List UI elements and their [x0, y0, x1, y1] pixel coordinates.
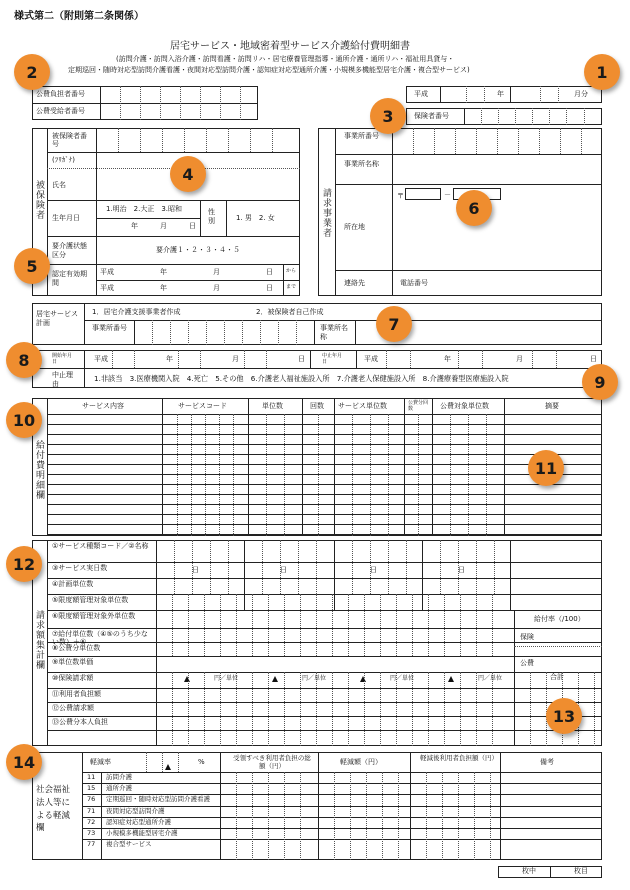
- care-level-options: 要介護１・２・３・４・５: [156, 246, 240, 254]
- reduction-service-code: 72: [87, 817, 96, 826]
- badge-2: 2: [14, 54, 50, 90]
- care-level-label: 要介護状態区分: [52, 242, 87, 260]
- benefit-row[interactable]: [48, 425, 601, 434]
- badge-9: 9: [582, 364, 618, 400]
- benefit-row[interactable]: [48, 465, 601, 474]
- start-year: 年: [166, 355, 173, 363]
- decimal-marker: [448, 676, 454, 682]
- start-date-label: 開始年月日: [52, 353, 73, 365]
- birth-year-label: 年: [131, 222, 138, 230]
- start-day: 日: [298, 355, 305, 363]
- reduction-service-code: 73: [87, 829, 96, 837]
- badge-10: 10: [6, 402, 42, 438]
- reduction-service-name: 夜間対応型訪問介護: [106, 806, 165, 815]
- postal-dash: －: [444, 191, 451, 199]
- billing-row-label: ⑬公費分本人負担: [52, 718, 108, 726]
- col-after-reduction: 軽減後利用者負担額（円）: [420, 754, 498, 762]
- postal-mark: 〒: [397, 192, 404, 200]
- phone-label: 電話番号: [400, 279, 428, 287]
- stop-reason-options: 1.非該当 3.医療機関入院 4.死亡 5.その他 6.介護老人福祉施設入所 7.介護老人保健施設入所 8.介護療養型医療施設入院: [94, 374, 509, 383]
- end-year: 年: [444, 355, 451, 363]
- end-month: 月: [516, 355, 523, 363]
- contact-label: 連絡先: [344, 279, 365, 287]
- provider-number-label: 事業所番号: [344, 132, 379, 140]
- birthdate-label: 生年月日: [52, 214, 80, 222]
- cert-from-year: 年: [160, 268, 167, 276]
- badge-12: 12: [6, 546, 42, 582]
- insured-section-label: 被保険者: [34, 180, 44, 220]
- cert-to-day: 日: [266, 284, 273, 292]
- cert-to-month: 月: [213, 284, 220, 292]
- reduction-service-code: 71: [87, 806, 96, 815]
- col-service-content: サービス内容: [82, 402, 124, 410]
- benefit-row[interactable]: [48, 505, 601, 514]
- rate-marker: [165, 764, 171, 770]
- form-number: 様式第二（附則第二条関係）: [14, 11, 144, 22]
- billing-month-box: [406, 86, 602, 103]
- provider-section-label: 請求事業者: [321, 188, 331, 238]
- billing-row-label: ⑫公費請求額: [52, 704, 94, 712]
- subtitle-line-2: 定期巡回・随時対応型訪問介護看護・夜間対応型訪問介護・認知症対応型通所介護・小規模多機能型居宅介護・複合型サービス): [68, 66, 470, 74]
- benefit-row[interactable]: [48, 435, 601, 444]
- badge-1: 1: [584, 54, 620, 90]
- sex-options: 1. 男 2. 女: [236, 214, 275, 222]
- reduction-section-label: 社会福祉法人等による軽減欄: [36, 785, 71, 834]
- col-service-code: サービスコード: [178, 402, 227, 410]
- public-label: 公費: [520, 659, 534, 667]
- furigana-label: (ﾌﾘｶﾞﾅ): [52, 156, 75, 164]
- benefit-row[interactable]: [48, 445, 601, 454]
- col-public-count: 公費分回数: [408, 400, 429, 412]
- subtitle-line-1: (訪問介護・訪問入浴介護・訪問看護・訪問リハ・居宅療養管理指導・通所介護・通所リハ・福祉用具貸与・: [116, 55, 455, 63]
- actual-days-label: 日: [280, 566, 287, 574]
- birth-month-label: 月: [160, 222, 167, 230]
- end-date-label: 中止年月日: [322, 353, 343, 365]
- billing-row-label: ⑩保険請求額: [52, 674, 94, 682]
- reduction-service-code: 11: [87, 773, 96, 781]
- benefit-row[interactable]: [48, 485, 601, 494]
- start-era: 平成: [94, 355, 108, 363]
- percent-sign: %: [198, 758, 205, 766]
- benefit-row[interactable]: [48, 515, 601, 524]
- unit-price-label: 円／単位: [214, 675, 239, 682]
- reduction-service-name: 定期巡回・随時対応型訪問介護看護: [106, 795, 210, 804]
- end-day: 日: [590, 355, 597, 363]
- unit-price-label: 円／単位: [390, 675, 415, 682]
- era-label: 平成: [414, 90, 428, 98]
- unit-price-label: 円／単位: [302, 675, 327, 682]
- year-label: 年: [497, 90, 504, 98]
- reduction-service-code: 76: [87, 795, 96, 804]
- billing-row-label: ⑦給付単位数（④⑤のうち少ない数）＋⑥: [52, 630, 148, 647]
- col-notes: 備考: [540, 758, 554, 766]
- badge-13: 13: [546, 698, 582, 734]
- badge-6: 6: [456, 190, 492, 226]
- insurance-label: 保険: [520, 633, 534, 641]
- total-label: 合計: [550, 673, 564, 681]
- public-recipient-no-label: 公費受給者番号: [36, 107, 85, 115]
- reduction-service-name: 通所介護: [106, 784, 132, 793]
- badge-11: 11: [528, 450, 564, 486]
- birth-day-label: 日: [189, 222, 196, 230]
- name-label: 氏名: [52, 181, 66, 189]
- badge-7: 7: [376, 306, 412, 342]
- stop-reason-label: 中止理由: [52, 371, 73, 389]
- reduction-service-name: 訪問介護: [106, 773, 132, 781]
- reduction-rate-label: 軽減率: [90, 758, 111, 766]
- col-service-units: サービス単位数: [338, 402, 387, 410]
- col-total-burden: 受領すべき利用者負担の総額（円）: [233, 754, 311, 771]
- address-label: 所在地: [344, 223, 365, 231]
- page-title: 居宅サービス・地域密着型サービス介護給付費明細書: [170, 41, 410, 52]
- benefit-section-label: 給付費明細欄: [34, 440, 44, 500]
- postal-code-first[interactable]: [405, 188, 441, 200]
- badge-8: 8: [6, 342, 42, 378]
- reduction-service-name: 認知症対応型通所介護: [106, 817, 171, 826]
- actual-days-label: 日: [192, 566, 199, 574]
- reduction-service-name: 小規模多機能型居宅介護: [106, 829, 178, 837]
- cert-from-label: から: [286, 268, 297, 274]
- col-units: 単位数: [262, 402, 283, 410]
- billing-row-label: ④計画単位数: [52, 580, 94, 588]
- badge-5: 5: [14, 248, 50, 284]
- birth-era-options: 1.明治 2.大正 3.昭和: [106, 205, 183, 213]
- plan-option-1: 1．居宅介護支援事業者作成: [92, 308, 181, 316]
- public-payer-no-label: 公費負担者番号: [36, 90, 85, 98]
- provider-name-label: 事業所名称: [344, 160, 379, 168]
- badge-4: 4: [170, 156, 206, 192]
- benefit-row[interactable]: [48, 455, 601, 464]
- cert-from-month: 月: [213, 268, 220, 276]
- decimal-marker: [360, 676, 366, 682]
- col-public-units: 公費対象単位数: [440, 402, 489, 410]
- billing-row-label: ⑥限度額管理対象外単位数: [52, 612, 136, 620]
- page-number-label: 枚目: [574, 867, 588, 875]
- benefit-row[interactable]: [48, 525, 601, 534]
- start-month: 月: [232, 355, 239, 363]
- sex-label: 性別: [208, 208, 215, 226]
- billing-row-label: ⑨単位数単価: [52, 658, 94, 666]
- insured-number-label: 被保険者番号: [52, 132, 87, 149]
- reduction-service-code: 77: [87, 840, 96, 849]
- care-plan-label: 居宅サービス計画: [36, 310, 78, 328]
- benefit-rate-label: 給付率（/100）: [534, 615, 585, 623]
- unit-price-label: 円／単位: [478, 675, 503, 682]
- decimal-marker: [184, 676, 190, 682]
- cert-to-label: まで: [286, 284, 297, 290]
- badge-3: 3: [370, 98, 406, 134]
- billing-row-label: ①サービス種類コード／②名称: [52, 542, 149, 550]
- decimal-marker: [272, 676, 278, 682]
- cert-from-day: 日: [266, 268, 273, 276]
- sheet-count-label: 枚中: [522, 867, 536, 875]
- month-portion-label: 月分: [574, 90, 588, 98]
- end-era: 平成: [364, 355, 378, 363]
- cert-period-label: 認定有効期間: [52, 270, 87, 288]
- billing-row-label: ⑤限度額管理対象単位数: [52, 596, 129, 604]
- actual-days-label: 日: [458, 566, 465, 574]
- billing-row-label: ③サービス実日数: [52, 564, 108, 572]
- cert-to-year: 年: [160, 284, 167, 292]
- billing-row-label: ⑧公費分単位数: [52, 644, 101, 652]
- benefit-row[interactable]: [48, 475, 601, 484]
- col-count: 回数: [310, 402, 324, 410]
- cert-from-era: 平成: [100, 268, 114, 276]
- badge-14: 14: [6, 744, 42, 780]
- billing-section-label: 請求額集計欄: [34, 610, 44, 670]
- reduction-service-name: 複合型サービス: [106, 840, 152, 849]
- plan-option-2: 2．被保険者自己作成: [256, 308, 324, 316]
- plan-office-no-label: 事業所番号: [92, 324, 127, 332]
- reduction-service-code: 15: [87, 784, 96, 793]
- cert-to-era: 平成: [100, 284, 114, 292]
- col-remarks: 摘要: [545, 402, 559, 410]
- plan-office-name-label: 事業所名称: [320, 324, 348, 342]
- actual-days-label: 日: [370, 566, 377, 574]
- billing-row-label: ⑪利用者負担額: [52, 690, 101, 698]
- col-reduction-amount: 軽減額（円）: [340, 758, 382, 766]
- insurer-no-label: 保険者番号: [414, 112, 449, 120]
- benefit-row[interactable]: [48, 495, 601, 504]
- benefit-row[interactable]: [48, 415, 601, 424]
